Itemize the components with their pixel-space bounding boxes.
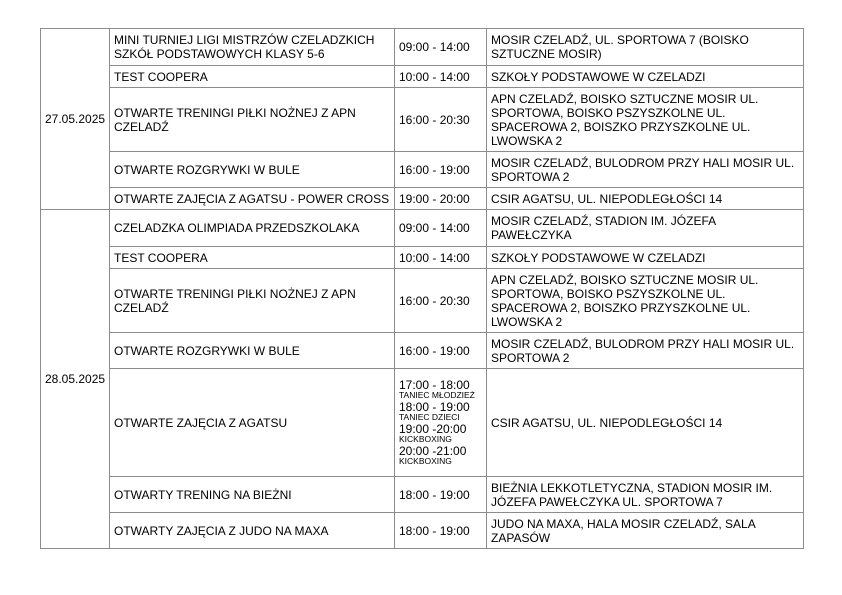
table-row — [41, 369, 804, 477]
event-time: 09:00 - 14:00 — [395, 210, 487, 247]
event-place: MOSIR CZELADŹ, BULODROM PRZY HALI MOSIR UL. SPORTOWA 2 — [487, 152, 804, 188]
event-place: SZKOŁY PODSTAWOWE W CZELADZI — [487, 66, 804, 88]
event-place: MOSIR CZELADŹ, UL. SPORTOWA 7 (BOISKO SZTUCZNE MOSIR) — [487, 29, 804, 66]
schedule-table — [40, 28, 804, 549]
date-cell: 28.05.2025 — [41, 210, 110, 549]
event-name: TEST COOPERA — [110, 66, 395, 88]
event-name: TEST COOPERA — [110, 247, 395, 269]
event-time-slots — [395, 369, 487, 477]
event-name: OTWARTE TRENINGI PIŁKI NOŻNEJ Z APN CZELADŹ — [110, 88, 395, 152]
table-row — [41, 513, 804, 549]
event-time: 10:00 - 14:00 — [395, 247, 487, 269]
table-row — [41, 29, 804, 66]
event-name: OTWARTE ROZGRYWKI W BULE — [110, 152, 395, 188]
slot-note: TANIEC MŁODZIEŻ — [399, 390, 475, 400]
event-name: MINI TURNIEJ LIGI MISTRZÓW CZELADZKICH SZKÓŁ PODSTAWOWYCH KLASY 5-6 — [110, 29, 395, 66]
slot-note: KICKBOXING — [399, 456, 452, 466]
event-place: MOSIR CZELADŹ, BULODROM PRZY HALI MOSIR UL. SPORTOWA 2 — [487, 333, 804, 369]
table-row — [41, 210, 804, 247]
slot-note: KICKBOXING — [399, 434, 452, 444]
event-name: OTWARTE TRENINGI PIŁKI NOŻNEJ Z APN CZELADŹ — [110, 269, 395, 333]
table-row — [41, 247, 804, 269]
event-place: CSIR AGATSU, UL. NIEPODLEGŁOŚCI 14 — [487, 188, 804, 210]
event-place: SZKOŁY PODSTAWOWE W CZELADZI — [487, 247, 804, 269]
event-time: 18:00 - 19:00 — [395, 513, 487, 549]
table-row — [41, 152, 804, 188]
event-time: 10:00 - 14:00 — [395, 66, 487, 88]
table-row — [41, 477, 804, 513]
table-row — [41, 88, 804, 152]
event-place: MOSIR CZELADŹ, STADION IM. JÓZEFA PAWEŁCZYKA — [487, 210, 804, 247]
event-name: OTWARTE ZAJĘCIA Z AGATSU — [110, 369, 395, 477]
event-time: 16:00 - 20:30 — [395, 88, 487, 152]
event-name: OTWARTE ZAJĘCIA Z AGATSU - POWER CROSS — [110, 188, 395, 210]
event-place: APN CZELADŹ, BOISKO SZTUCZNE MOSIR UL. SPORTOWA, BOISKO PSZYSZKOLNE UL. SPACEROWA 2, BOISZKO PRZYSZKOLNE UL. LWOWSKA 2 — [487, 269, 804, 333]
event-time: 19:00 - 20:00 — [395, 188, 487, 210]
table-row — [41, 66, 804, 88]
event-time: 09:00 - 14:00 — [395, 29, 487, 66]
event-place: CSIR AGATSU, UL. NIEPODLEGŁOŚCI 14 — [487, 369, 804, 477]
event-time: 18:00 - 19:00 — [395, 477, 487, 513]
table-row — [41, 333, 804, 369]
event-name: CZELADZKA OLIMPIADA PRZEDSZKOLAKA — [110, 210, 395, 247]
table-row — [41, 269, 804, 333]
event-name: OTWARTY ZAJĘCIA Z JUDO NA MAXA — [110, 513, 395, 549]
event-place: BIEŻNIA LEKKOTLETYCZNA, STADION MOSIR IM. JÓZEFA PAWEŁCZYKA UL. SPORTOWA 7 — [487, 477, 804, 513]
event-name: OTWARTE ROZGRYWKI W BULE — [110, 333, 395, 369]
slot-time: 17:00 - 18:00 — [399, 377, 470, 392]
slot-note: TANIEC DZIECI — [399, 412, 460, 422]
slot-time: 19:00 -20:00 — [399, 421, 467, 436]
event-time: 16:00 - 19:00 — [395, 333, 487, 369]
event-place: JUDO NA MAXA, HALA MOSIR CZELADŹ, SALA ZAPASÓW — [487, 513, 804, 549]
event-time: 16:00 - 19:00 — [395, 152, 487, 188]
event-place: APN CZELADŹ, BOISKO SZTUCZNE MOSIR UL. SPORTOWA, BOISKO PSZYSZKOLNE UL. SPACEROWA 2, BOISZKO PRZYSZKOLNE UL. LWOWSKA 2 — [487, 88, 804, 152]
event-time: 16:00 - 20:30 — [395, 269, 487, 333]
slot-time: 18:00 - 19:00 — [399, 399, 470, 414]
table-row — [41, 188, 804, 210]
event-name: OTWARTY TRENING NA BIEŻNI — [110, 477, 395, 513]
date-cell: 27.05.2025 — [41, 29, 110, 210]
slot-time: 20:00 -21:00 — [399, 443, 467, 458]
